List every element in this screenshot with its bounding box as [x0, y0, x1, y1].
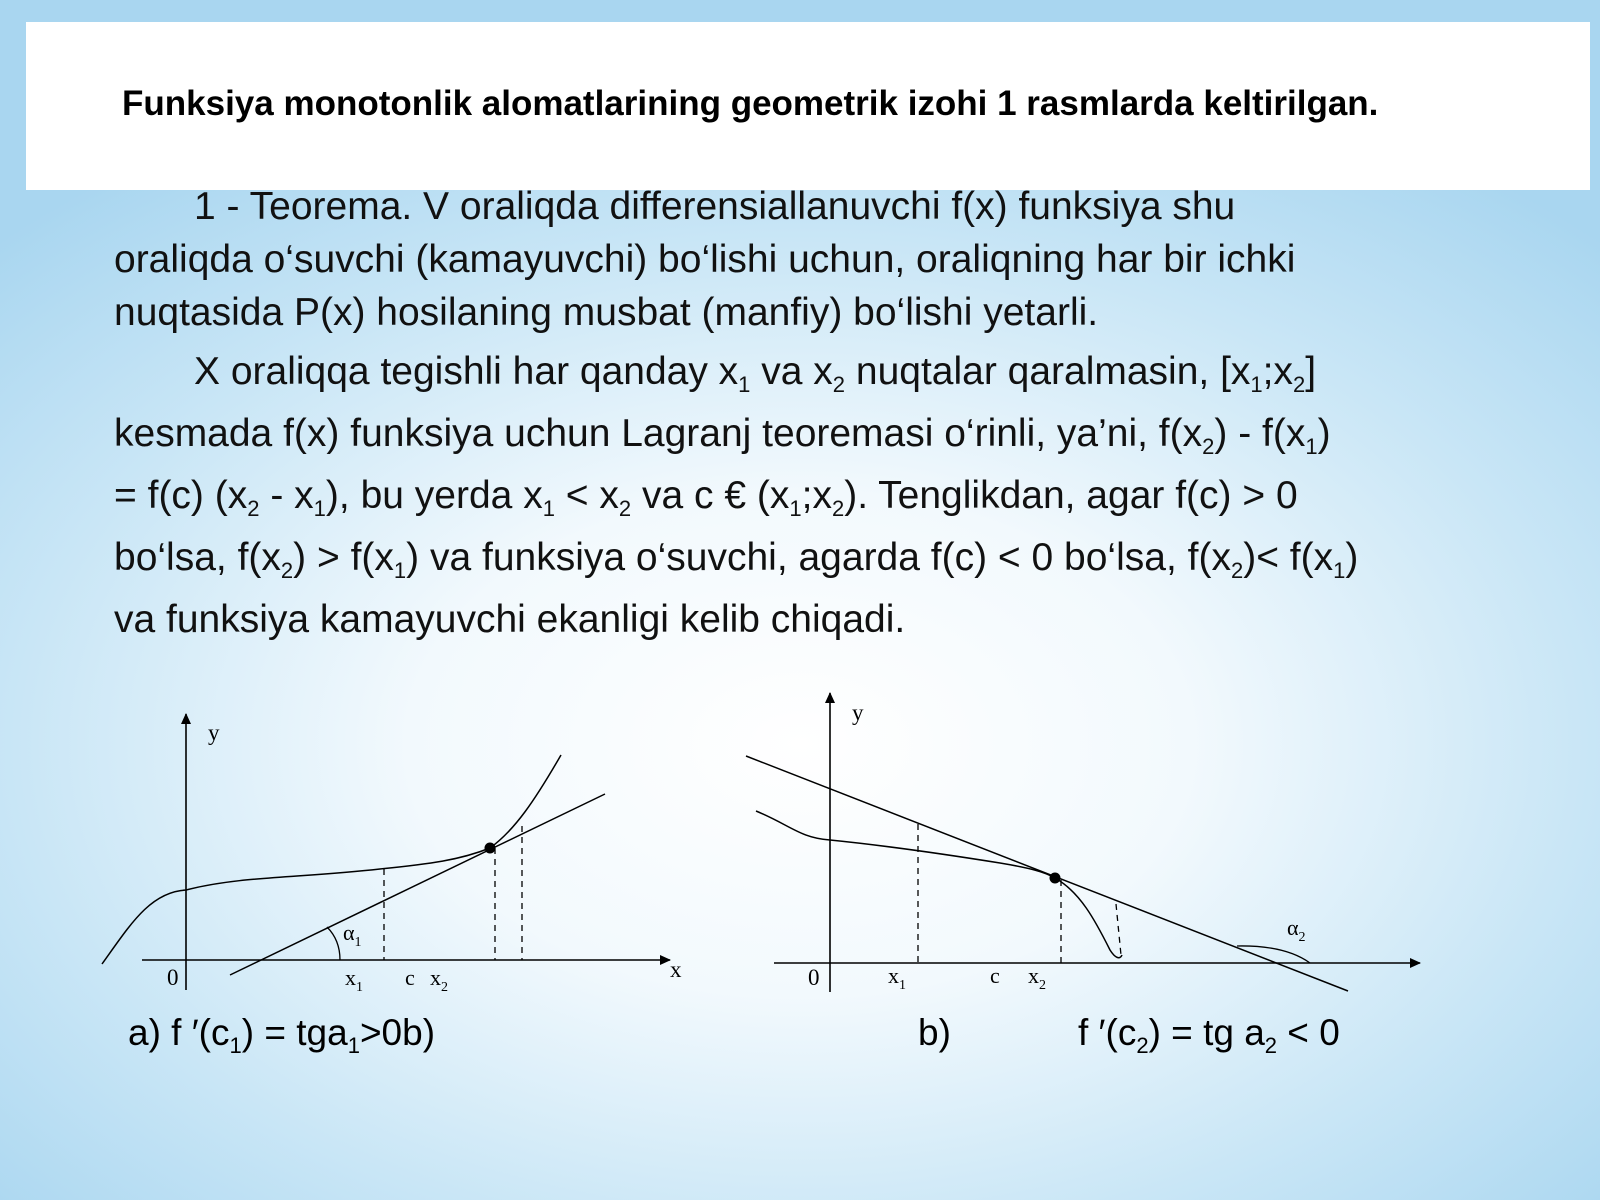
figure-b-alpha-label: $\alpha_2$: [1287, 915, 1306, 945]
figure-b-y-label: y: [852, 700, 864, 725]
figure-b-curve: [756, 811, 1122, 958]
figure-b-tangent-line: [746, 756, 1348, 991]
figure-a-origin-label: 0: [167, 965, 179, 990]
lagrange-line-5: va funksiya kamayuvchi ekanligi kelib chiqadi.: [114, 598, 906, 641]
slide-title: Funksiya monotonlik alomatlarining geometrik izohi 1 rasmlarda keltirilgan.: [122, 84, 1379, 123]
figure-b-angle-arc: [1237, 946, 1310, 963]
figure-a-y-label: y: [208, 720, 220, 745]
figure-b-c-label: c: [990, 963, 1000, 988]
figure-b-x1-label: $x_1$: [888, 963, 906, 993]
figure-b-x2-label: $x_2$: [1028, 963, 1046, 993]
figure-b-caption: f $'(c_2)$ = tg $a_2 < 0$: [1078, 1012, 1340, 1058]
lagrange-line-4: bo‘lsa, $f(x_2) > f(x_1)$ va funksiya o‘suvchi, agarda f(c) < 0 bo‘lsa, $f(x_2)< f(x_1)$: [114, 536, 1359, 583]
figure-a-x2-label: $x_2$: [430, 965, 448, 995]
figure-a-caption: a) f $'(c_1) = tga_1>0b$): [128, 1012, 436, 1058]
theorem-line-2: oraliqda o‘suvchi (kamayuvchi) bo‘lishi uchun, oraliqning har bir ichki: [114, 238, 1296, 281]
figure-a-alpha-label: $\alpha_1$: [343, 920, 362, 950]
lagrange-line-2: kesmada f(x) funksiya uchun Lagranj teoremasi o‘rinli, ya’ni, $f(x_2) - f(x_1)$: [114, 412, 1331, 459]
lagrange-line-3: = f(c) $(x_2 - x_1)$, bu yerda $x_1 < x_2$ va c € $(x_1;x_2)$. Tenglikdan, agar f(c) > 0: [114, 474, 1298, 521]
figure-b-tangent-point: [1050, 873, 1061, 884]
lagrange-line-1: X oraliqqa tegishli har qanday $x_1$ va $x_2$ nuqtalar qaralmasin, $[x_1;x_2]$: [194, 350, 1317, 397]
figure-a-c-label: c: [405, 965, 415, 990]
figure-a-x-label: x: [670, 957, 682, 982]
theorem-line-1: 1 - Teorema. V oraliqda differensiallanuvchi f(x) funksiya shu: [194, 185, 1236, 228]
figure-a-x1-label: $x_1$: [345, 965, 363, 995]
figure-b-caption-label: b): [918, 1012, 951, 1053]
figure-b-dash-c: [1116, 904, 1121, 955]
theorem-line-3: nuqtasida P(x) hosilaning musbat (manfiy) bo‘lishi yetarli.: [114, 291, 1099, 334]
figure-b-origin-label: 0: [808, 965, 820, 990]
